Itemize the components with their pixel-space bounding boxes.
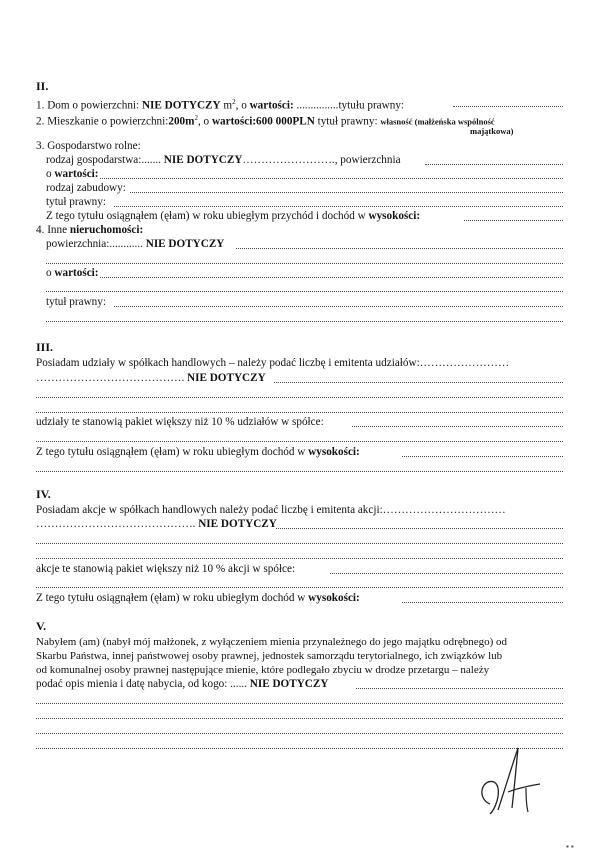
flat-area: 200m: [168, 115, 195, 128]
acquisition-p4-value: NIE DOTYCZY: [249, 678, 329, 690]
shares-value-prefix: ………………………………….: [36, 372, 188, 384]
stocks-dots-3: [36, 558, 563, 559]
section-iii-heading: III.: [36, 340, 54, 354]
acquisition-p1: Nabyłem (am) (nabył mój małżonek, z wyłączeniem mienia przynależnego do jego majątku odrębnego) od: [36, 636, 507, 648]
signature-graphic: [468, 742, 548, 822]
house-title-label: ...............tytułu prawny:: [293, 99, 405, 112]
farm-value-prefix: o: [46, 168, 55, 180]
farm-build-dots: [130, 192, 563, 193]
flat-value: wartości:600 000PLN: [211, 115, 315, 128]
other-value-label: wartości:: [54, 267, 99, 279]
acquisition-p2: Skarbu Państwa, innej państwowej osoby prawnej, jednostek samorządu terytorialnego, ich związków lub: [36, 650, 503, 662]
farm-value-line: [46, 168, 99, 181]
stocks-dots: [276, 528, 563, 529]
stocks-value: NIE DOTYCZY: [198, 518, 277, 530]
stocks-value-line: [36, 518, 277, 531]
shares-income-dots-2: [36, 471, 563, 472]
stocks-line: Posiadam akcje w spółkach handlowych należy podać liczbę i emitenta akcji:……………………………: [36, 504, 506, 516]
farm-kind-label: rodzaj gospodarstwa:.......: [46, 154, 164, 166]
stocks-packet-dots: [330, 573, 563, 574]
house-unit-sup: 2: [232, 98, 236, 106]
shares-dots-3: [36, 412, 563, 413]
farm-build-label: rodzaj zabudowy:: [46, 182, 126, 194]
other-property-label: nieruchomości:: [69, 224, 144, 236]
shares-value-line: [36, 372, 266, 385]
house-title-dots: [453, 106, 563, 107]
house-value: NIE DOTYCZY: [141, 99, 221, 112]
flat-title-value-cont: majątkowa): [470, 126, 514, 136]
flat-line: [36, 112, 495, 129]
acquisition-p4-label: podać opis mienia i datę nabycia, od kogo: ......: [36, 678, 250, 690]
other-property-prefix: 4. Inne: [36, 224, 70, 236]
shares-value: NIE DOTYCZY: [187, 372, 266, 384]
other-area-dots-2: [46, 263, 563, 264]
other-area-line: [46, 238, 224, 251]
flat-title-value: własność (małżeńska wspólność: [380, 116, 495, 127]
farm-kind-value: NIE DOTYCZY: [163, 154, 243, 166]
house-sep: , o: [235, 99, 250, 112]
farm-heading: 3. Gospodarstwo rolne:: [36, 140, 141, 152]
other-area-label: powierzchnia:............: [46, 238, 146, 250]
farm-value-label: wartości:: [54, 168, 99, 180]
shares-packet-dots: [352, 426, 563, 427]
farm-kind-line: [46, 154, 401, 167]
stocks-income-line: [36, 592, 360, 605]
other-area-dots: [236, 248, 563, 249]
acquisition-dots-2: [36, 703, 563, 704]
farm-area-dots: [425, 164, 563, 165]
shares-dots-2: [36, 397, 563, 398]
house-value-label: wartości:: [249, 99, 294, 112]
shares-income-line: [36, 446, 360, 459]
house-line: [36, 96, 404, 113]
stocks-packet-label: akcje te stanowią pakiet większy niż 10 % akcji w spółce:: [36, 563, 296, 575]
shares-income-dots: [402, 456, 563, 457]
farm-value-dots: [100, 178, 563, 179]
flat-label: 2. Mieszkanie o powierzchni:: [36, 115, 169, 128]
flat-sep: , o: [197, 115, 212, 128]
section-ii-heading: II.: [36, 79, 49, 93]
shares-income-label: Z tego tytułu osiągnąłem (ęłam) w roku ubiegłym dochód w: [36, 446, 309, 458]
house-unit: m: [220, 99, 233, 112]
other-value-line: [46, 267, 99, 280]
stocks-value-prefix: …………………………………….: [36, 518, 199, 530]
house-label: 1. Dom o powierzchni:: [36, 99, 142, 112]
shares-packet-dots-2: [36, 441, 563, 442]
other-title-dots: [114, 306, 563, 307]
stocks-dots-2: [36, 543, 563, 544]
farm-income-value-label: wysokości:: [368, 210, 421, 222]
page-corner-mark: ▪ ▪: [566, 842, 574, 851]
farm-title-dots: [114, 206, 563, 207]
stocks-income-label: Z tego tytułu osiągnąłem (ęłam) w roku ubiegłym dochód w: [36, 592, 309, 604]
acquisition-dots-3: [36, 718, 563, 719]
other-value-prefix: o: [46, 267, 55, 279]
flat-title-label: tytuł prawny:: [314, 115, 381, 128]
shares-packet-label: udziały te stanowią pakiet większy niż 10 % udziałów w spółce:: [36, 416, 324, 428]
farm-area-label: ……………………., powierzchnia: [242, 154, 401, 166]
section-v-heading: V.: [36, 619, 47, 633]
other-value-dots: [100, 277, 563, 278]
stocks-income-value-label: wysokości:: [308, 592, 360, 604]
other-value-dots-2: [46, 291, 563, 292]
farm-income-dots: [464, 220, 563, 221]
other-area-value: NIE DOTYCZY: [145, 238, 225, 250]
acquisition-p4: [36, 678, 328, 691]
shares-dots: [274, 382, 563, 383]
farm-title-label: tytuł prawny:: [46, 196, 106, 208]
acquisition-dots-4: [36, 733, 563, 734]
acquisition-dots: [356, 688, 563, 689]
other-property-heading: [36, 224, 143, 237]
other-title-label: tytuł prawny:: [46, 296, 106, 308]
flat-area-sup: 2: [194, 114, 198, 122]
stocks-income-dots: [402, 602, 563, 603]
farm-income-line: [46, 210, 420, 223]
other-title-dots-2: [46, 321, 563, 322]
farm-income-label: Z tego tytułu osiągnąłem (ęłam) w roku ubiegłym przychód i dochód w: [46, 210, 369, 222]
shares-income-value-label: wysokości:: [308, 446, 360, 458]
shares-line: Posiadam udziały w spółkach handlowych – należy podać liczbę i emitenta udziałów:……………………: [36, 357, 510, 369]
section-iv-heading: IV.: [36, 487, 51, 501]
stocks-packet-dots-2: [36, 587, 563, 588]
acquisition-p3: od komunalnej osoby prawnej następujące mienie, które podlegało zbyciu w drodze przetargu – należy: [36, 664, 490, 676]
